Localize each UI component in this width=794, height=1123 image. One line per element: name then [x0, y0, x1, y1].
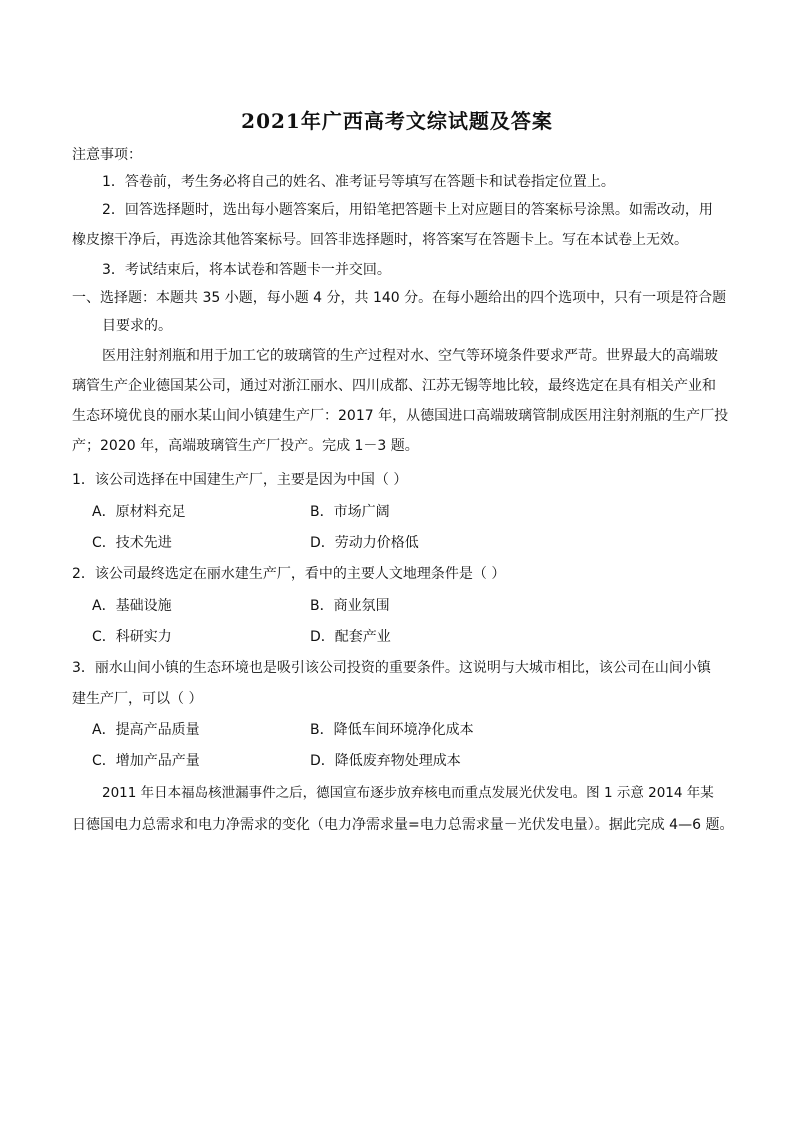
- question-3-option-c: C．增加产品产量: [92, 753, 200, 769]
- question-2-option-a: A．基础设施: [92, 598, 172, 614]
- page-title: 2021年广西高考文综试题及答案: [241, 109, 553, 133]
- section-heading-line-2: 目要求的。: [102, 318, 172, 334]
- notice-item-1: 1．答卷前，考生务必将自己的姓名、准考证号等填写在答题卡和试卷指定位置上。: [102, 174, 615, 190]
- section-heading-line-1: 一、选择题：本题共 35 小题，每小题 4 分，共 140 分。在每小题给出的四个选项中，只有一项是符合题: [72, 290, 727, 306]
- question-3-option-d: D．降低废弃物处理成本: [310, 753, 461, 769]
- passage-1-line-4: 产；2020 年，高端玻璃管生产厂投产。完成 1－3 题。: [72, 438, 419, 454]
- question-1-option-a: A．原材料充足: [92, 504, 186, 520]
- passage-2-line-2: 日德国电力总需求和电力净需求的变化（电力净需求量=电力总需求量－光伏发电量）。据此完成 4—6 题。: [72, 817, 734, 833]
- question-2-option-d: D．配套产业: [310, 629, 391, 645]
- question-1-option-d: D．劳动力价格低: [310, 535, 419, 551]
- question-2-stem: 2．该公司最终选定在丽水建生产厂，看中的主要人文地理条件是（ ）: [72, 566, 506, 582]
- notice-item-2-line-2: 橡皮擦干净后，再选涂其他答案标号。回答非选择题时，将答案写在答题卡上。写在本试卷上无效。: [72, 232, 688, 248]
- notice-item-3: 3．考试结束后，将本试卷和答题卡一并交回。: [102, 262, 391, 278]
- question-1-stem: 1．该公司选择在中国建生产厂，主要是因为中国（ ）: [72, 472, 408, 488]
- question-1-option-c: C．技术先进: [92, 535, 172, 551]
- question-3-option-a: A．提高产品质量: [92, 722, 200, 738]
- passage-1-line-3: 生态环境优良的丽水某山间小镇建生产厂：2017 年，从德国进口高端玻璃管制成医用注射剂瓶的生产厂投: [72, 408, 729, 424]
- question-3-stem-line-2: 建生产厂，可以（ ）: [72, 691, 203, 707]
- passage-1-line-2: 璃管生产企业德国某公司，通过对浙江丽水、四川成都、江苏无锡等地比较，最终选定在具有相关产业和: [72, 378, 716, 394]
- question-1-option-b: B．市场广阔: [310, 504, 390, 520]
- question-2-option-b: B．商业氛围: [310, 598, 390, 614]
- notice-heading: 注意事项：: [72, 147, 142, 163]
- passage-1-line-1: 医用注射剂瓶和用于加工它的玻璃管的生产过程对水、空气等环境条件要求严苛。世界最大的高端玻: [102, 348, 718, 364]
- passage-2-line-1: 2011 年日本福岛核泄漏事件之后，德国宣布逐步放弃核电而重点发展光伏发电。图 1 示意 2014 年某: [102, 785, 714, 801]
- notice-item-2-line-1: 2．回答选择题时，选出每小题答案后，用铅笔把答题卡上对应题目的答案标号涂黑。如需改动，用: [102, 202, 713, 218]
- question-3-option-b: B．降低车间环境净化成本: [310, 722, 474, 738]
- question-3-stem-line-1: 3．丽水山间小镇的生态环境也是吸引该公司投资的重要条件。这说明与大城市相比，该公司在山间小镇: [72, 660, 711, 676]
- question-2-option-c: C．科研实力: [92, 629, 172, 645]
